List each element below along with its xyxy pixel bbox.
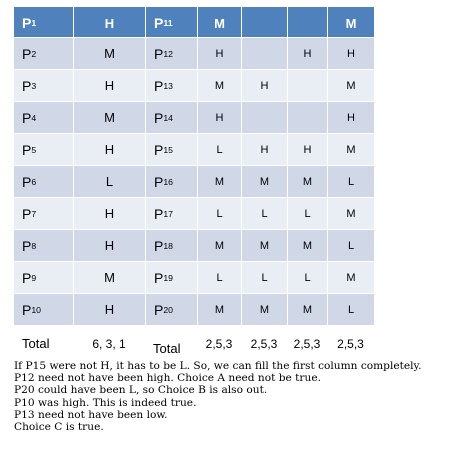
total-value: 2,5,3 bbox=[197, 325, 241, 362]
table-cell: M bbox=[287, 229, 327, 261]
pair-label-letter: P bbox=[22, 45, 32, 62]
explanation-line: Choice C is true. bbox=[14, 421, 104, 434]
pair-label-letter: P bbox=[154, 237, 164, 254]
header-pair-label bbox=[14, 7, 73, 39]
pair-label-index: 5 bbox=[31, 144, 37, 155]
pair-label-index: 10 bbox=[31, 304, 41, 315]
pair-label-letter: P bbox=[154, 45, 164, 62]
table-cell: M bbox=[197, 293, 241, 325]
table-cell: L bbox=[327, 293, 374, 325]
pair-label bbox=[145, 133, 197, 165]
pair-label bbox=[145, 37, 197, 69]
header-cell bbox=[287, 7, 327, 39]
table-cell: M bbox=[197, 165, 241, 197]
pair-label-letter: P bbox=[154, 109, 164, 126]
pair-label-index: 8 bbox=[31, 240, 37, 251]
header-cell: M bbox=[197, 7, 241, 39]
explanation-line: P20 could have been L, so Choice B is also out. bbox=[14, 384, 268, 397]
pair-label-letter: P bbox=[154, 141, 164, 158]
pair-label-letter: P bbox=[22, 141, 32, 158]
pair-label bbox=[14, 165, 73, 197]
pair-label-letter: P bbox=[22, 173, 32, 190]
pair-label-index: 18 bbox=[163, 240, 173, 251]
table-cell: M bbox=[327, 69, 374, 101]
table-cell: L bbox=[241, 261, 287, 293]
table-cell: H bbox=[241, 69, 287, 101]
table-cell: L bbox=[197, 197, 241, 229]
pair-label-letter: P bbox=[22, 77, 32, 94]
table-cell: M bbox=[287, 165, 327, 197]
table-cell: M bbox=[73, 37, 145, 69]
table-cell: M bbox=[327, 133, 374, 165]
table-cell bbox=[287, 101, 327, 133]
pair-label bbox=[14, 133, 73, 165]
table-cell: L bbox=[197, 133, 241, 165]
explanation-line: If P15 were not H, it has to be L. So, we can fill the first column completely. bbox=[14, 360, 422, 372]
table-cell: M bbox=[287, 293, 327, 325]
table-cell: M bbox=[327, 197, 374, 229]
header-cell bbox=[241, 7, 287, 39]
total-value: 2,5,3 bbox=[327, 325, 374, 362]
table-cell: H bbox=[73, 229, 145, 261]
pair-label-index: 17 bbox=[163, 208, 173, 219]
pair-label-letter: P bbox=[22, 109, 32, 126]
pair-label bbox=[145, 165, 197, 197]
pair-label-letter: P bbox=[22, 269, 32, 286]
table-cell: M bbox=[241, 229, 287, 261]
total-value: 6, 3, 1 bbox=[73, 325, 145, 362]
pair-label-letter: P bbox=[154, 205, 164, 222]
pair-label bbox=[145, 261, 197, 293]
pair-label-index: 1 bbox=[31, 18, 37, 28]
explanation-text bbox=[14, 360, 464, 433]
table-cell: L bbox=[287, 261, 327, 293]
header-cell: M bbox=[327, 7, 374, 39]
explanation-line: P12 need not have been high. Choice A need not be true. bbox=[14, 372, 321, 385]
pair-label-index: 9 bbox=[31, 272, 37, 283]
table-cell: H bbox=[73, 69, 145, 101]
total-label: Total bbox=[145, 325, 197, 362]
pair-label-index: 4 bbox=[31, 112, 37, 123]
pair-label bbox=[14, 101, 73, 133]
table-cell: H bbox=[327, 37, 374, 69]
table-cell bbox=[241, 101, 287, 133]
pair-label bbox=[14, 197, 73, 229]
pair-label-letter: P bbox=[22, 205, 32, 222]
table-cell: L bbox=[327, 165, 374, 197]
pair-label-letter: P bbox=[22, 15, 32, 31]
pair-label-index: 6 bbox=[31, 176, 37, 187]
table-cell: L bbox=[73, 165, 145, 197]
pair-label bbox=[145, 101, 197, 133]
total-value: 2,5,3 bbox=[241, 325, 287, 362]
table-cell: M bbox=[241, 293, 287, 325]
pair-label-index: 15 bbox=[163, 144, 173, 155]
table-cell: H bbox=[241, 133, 287, 165]
table-cell: L bbox=[241, 197, 287, 229]
table-cell bbox=[287, 69, 327, 101]
priority-table bbox=[14, 7, 374, 362]
table-cell: M bbox=[73, 261, 145, 293]
pair-label bbox=[14, 69, 73, 101]
pair-label bbox=[145, 69, 197, 101]
pair-label-index: 20 bbox=[163, 304, 173, 315]
pair-label-letter: P bbox=[154, 77, 164, 94]
header-cell: H bbox=[73, 7, 145, 39]
table-cell: L bbox=[327, 229, 374, 261]
pair-label-index: 2 bbox=[31, 48, 37, 59]
total-label: Total bbox=[14, 325, 73, 362]
explanation-line: P13 need not have been low. bbox=[14, 408, 168, 421]
table-cell: M bbox=[73, 101, 145, 133]
table-cell: L bbox=[197, 261, 241, 293]
pair-label bbox=[145, 197, 197, 229]
pair-label bbox=[14, 261, 73, 293]
explanation-line: P10 was high. This is indeed true. bbox=[14, 396, 197, 409]
pair-label bbox=[14, 229, 73, 261]
table-cell bbox=[241, 37, 287, 69]
pair-label bbox=[14, 37, 73, 69]
table-cell: H bbox=[287, 37, 327, 69]
table-cell: M bbox=[241, 165, 287, 197]
pair-label-index: 19 bbox=[163, 272, 173, 283]
table-cell: H bbox=[327, 101, 374, 133]
pair-label-letter: P bbox=[154, 269, 164, 286]
pair-label-letter: P bbox=[154, 15, 164, 31]
table-cell: H bbox=[287, 133, 327, 165]
pair-label-letter: P bbox=[154, 173, 164, 190]
table-cell: H bbox=[197, 101, 241, 133]
table-cell: H bbox=[73, 133, 145, 165]
pair-label-letter: P bbox=[22, 237, 32, 254]
pair-label-index: 13 bbox=[163, 80, 173, 91]
pair-label-index: 16 bbox=[163, 176, 173, 187]
pair-label bbox=[14, 293, 73, 325]
pair-label bbox=[145, 293, 197, 325]
pair-label-index: 3 bbox=[31, 80, 37, 91]
pair-label-index: 7 bbox=[31, 208, 37, 219]
table-cell: M bbox=[197, 69, 241, 101]
pair-label-index: 11 bbox=[163, 18, 173, 28]
header-pair-label bbox=[145, 7, 197, 39]
total-value: 2,5,3 bbox=[287, 325, 327, 362]
pair-label-index: 12 bbox=[163, 48, 173, 59]
pair-label-letter: P bbox=[154, 301, 164, 318]
pair-label bbox=[145, 229, 197, 261]
table-cell: L bbox=[287, 197, 327, 229]
table-cell: H bbox=[73, 197, 145, 229]
table-cell: M bbox=[197, 229, 241, 261]
pair-label-letter: P bbox=[22, 301, 32, 318]
table-cell: H bbox=[73, 293, 145, 325]
pair-label-index: 14 bbox=[163, 112, 173, 123]
table-cell: M bbox=[327, 261, 374, 293]
table-cell: H bbox=[197, 37, 241, 69]
